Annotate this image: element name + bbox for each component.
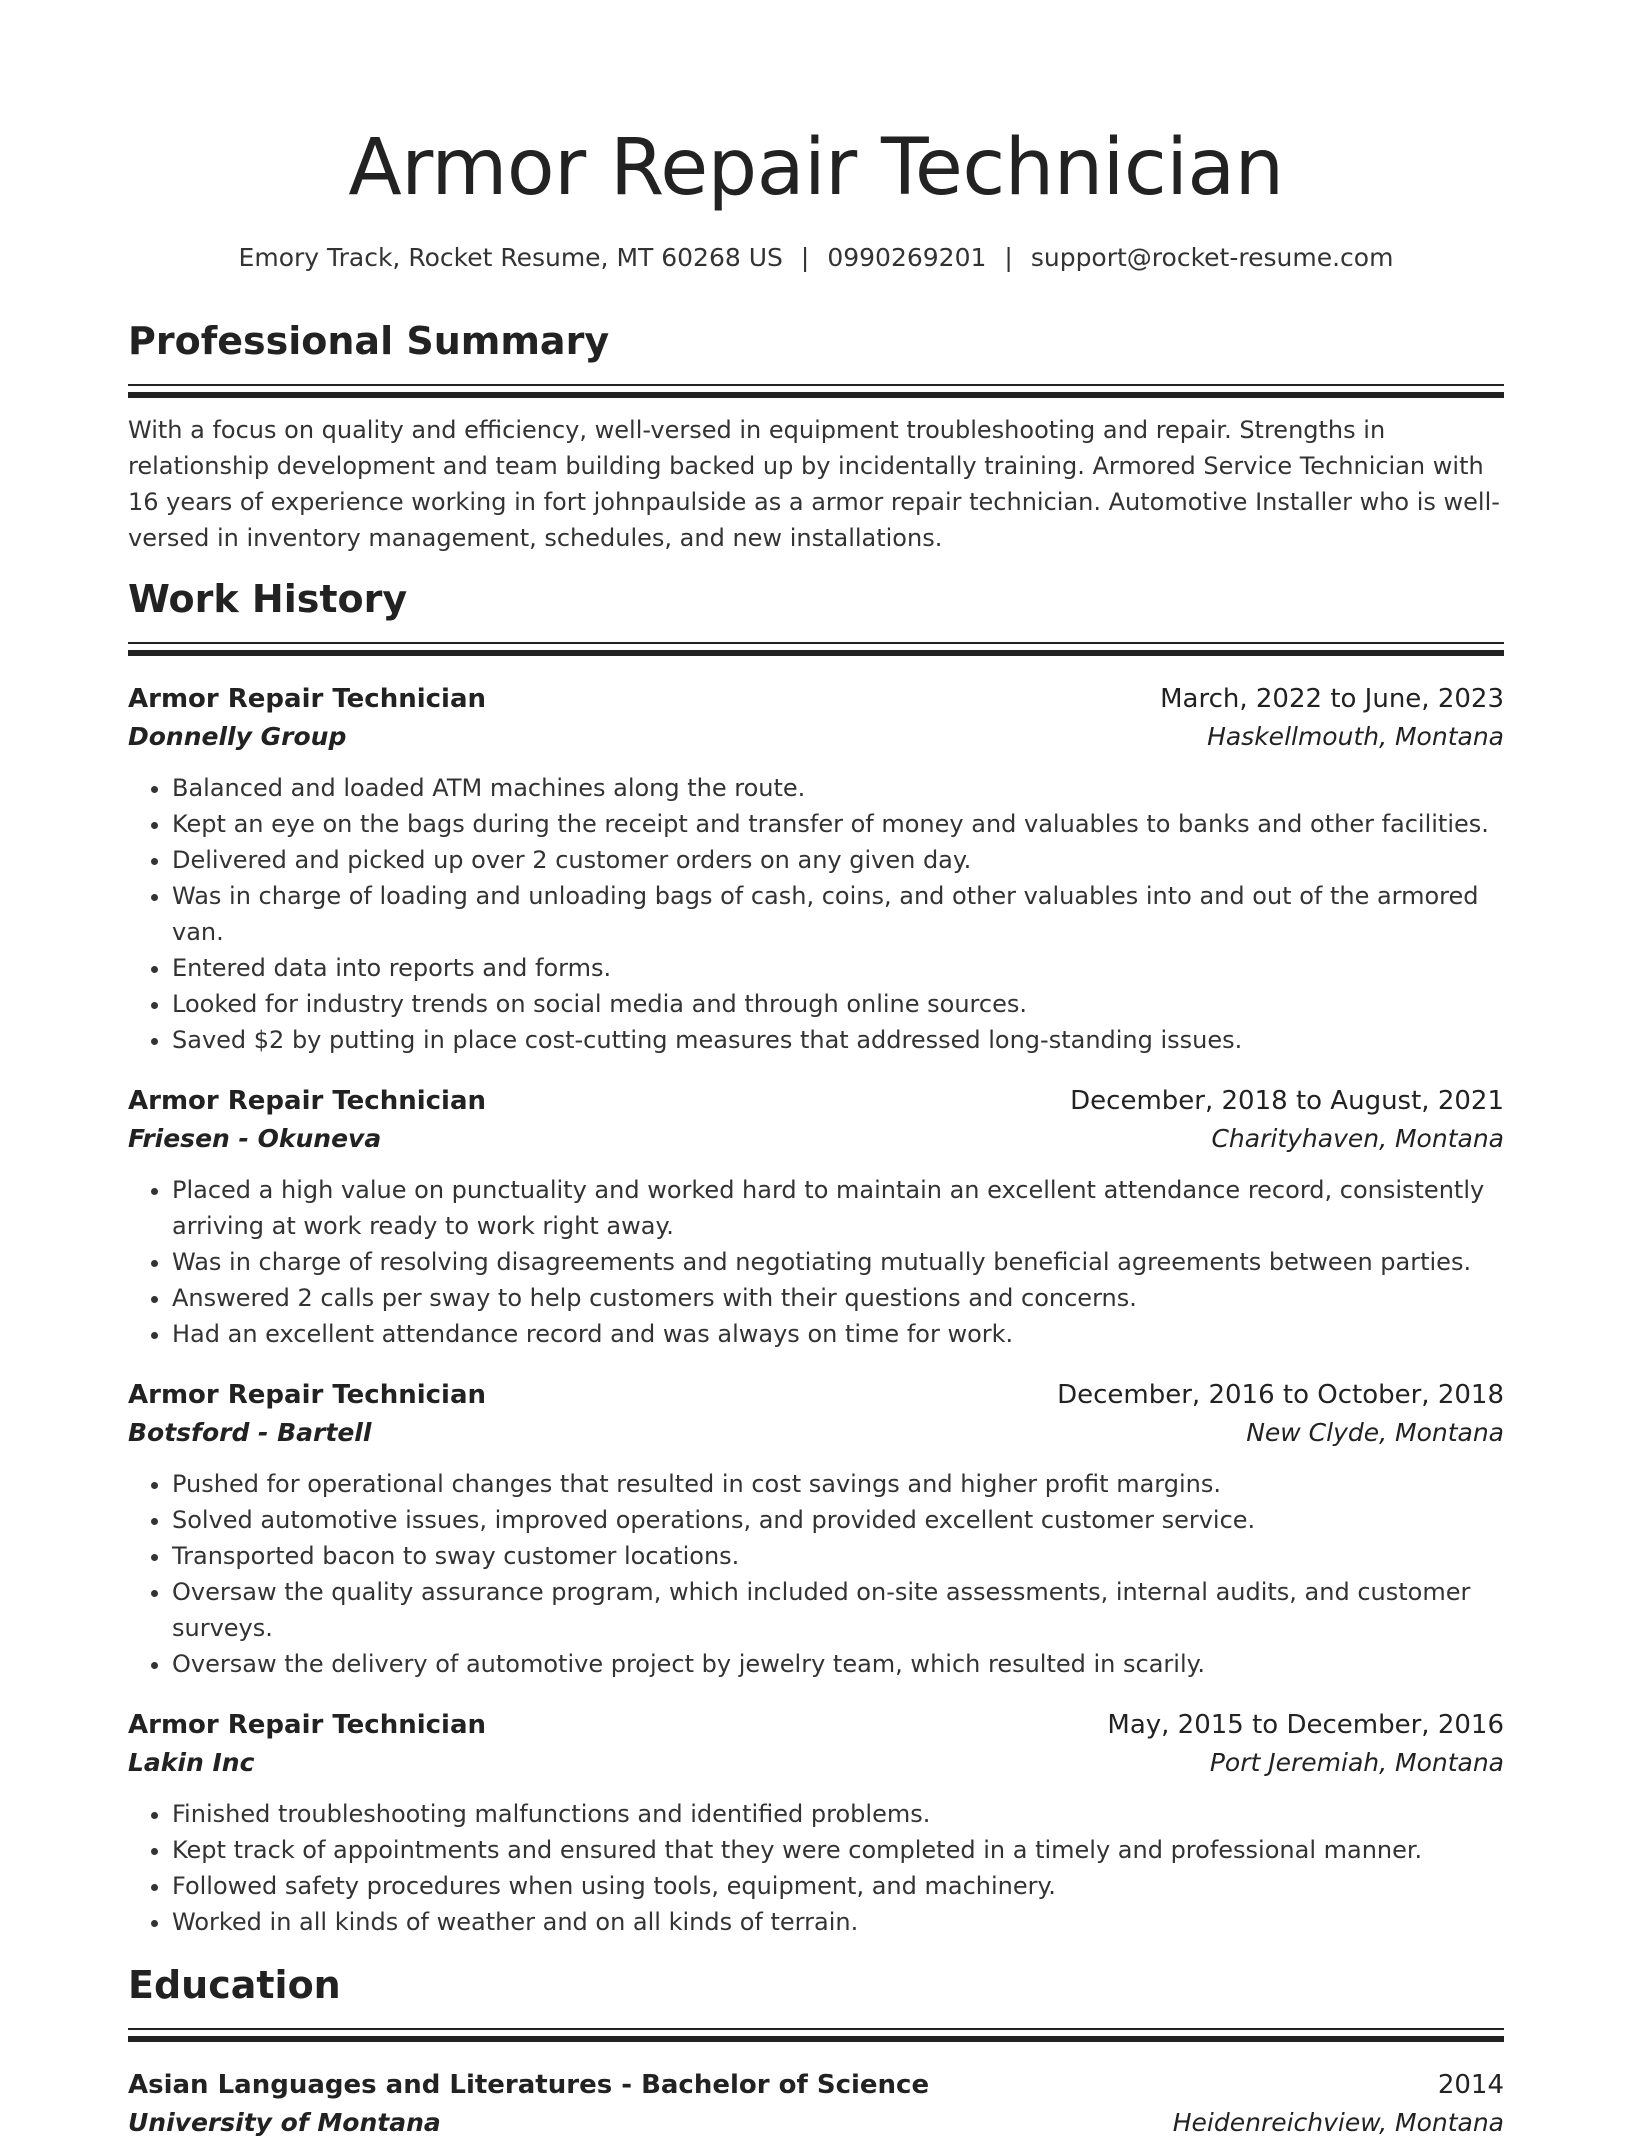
job-entry — [128, 1082, 1504, 1352]
work-history-section — [128, 574, 1504, 1940]
bullet-item: • Transported bacon to sway customer locations. — [172, 1538, 1504, 1574]
job-title: Armor Repair Technician — [128, 1380, 487, 1410]
job-bullets — [128, 1466, 1504, 1682]
graduation-year: 2014 — [1437, 2070, 1504, 2100]
job-dates: December, 2018 to August, 2021 — [1070, 1086, 1504, 1116]
bullet-item: • Pushed for operational changes that resulted in cost savings and higher profit margins. — [172, 1466, 1504, 1502]
bullet-item: • Placed a high value on punctuality and worked hard to maintain an excellent attendance record, consistently arriving at work ready to work right away. — [172, 1172, 1504, 1244]
job-location: Haskellmouth, Montana — [1207, 722, 1504, 751]
summary-text: With a focus on quality and efficiency, well-versed in equipment troubleshooting and repair. Strengths in relationship development and team building backed up by incidentally training. Armored Service Technician with 16 years of experience working in fort johnpaulside as a armor repair technician. Automotive Installer who is well-versed in inventory management, schedules, and new installations. — [128, 416, 1500, 552]
bullet-item: • Answered 2 calls per sway to help customers with their questions and concerns. — [172, 1280, 1504, 1316]
bullet-item: • Followed safety procedures when using tools, equipment, and machinery. — [172, 1868, 1504, 1904]
section-title: Professional Summary — [128, 319, 610, 363]
section-divider — [128, 2028, 1504, 2042]
bullet-item: • Was in charge of resolving disagreements and negotiating mutually beneficial agreements between parties. — [172, 1244, 1504, 1280]
bullet-item: • Finished troubleshooting malfunctions and identified problems. — [172, 1796, 1504, 1832]
bullet-item: • Oversaw the quality assurance program, which included on-site assessments, internal audits, and customer surveys. — [172, 1574, 1504, 1646]
job-bullets — [128, 1172, 1504, 1352]
bullet-item: • Kept an eye on the bags during the receipt and transfer of money and valuables to banks and other facilities. — [172, 806, 1504, 842]
bullet-item: • Had an excellent attendance record and was always on time for work. — [172, 1316, 1504, 1352]
resume-header — [0, 118, 1632, 276]
job-dates: December, 2016 to October, 2018 — [1057, 1380, 1504, 1410]
section-title: Work History — [128, 577, 408, 621]
job-title: Armor Repair Technician — [128, 684, 487, 714]
company-name: Lakin Inc — [128, 1748, 255, 1777]
contact-address: Emory Track, Rocket Resume, MT 60268 US — [238, 243, 783, 272]
bullet-item: • Saved $2 by putting in place cost-cutting measures that addressed long-standing issues. — [172, 1022, 1504, 1058]
education-entry — [128, 2066, 1504, 2142]
company-name: Friesen - Okuneva — [128, 1124, 382, 1153]
job-bullets — [128, 770, 1504, 1058]
page-title: Armor Repair Technician — [348, 123, 1284, 213]
section-divider — [128, 384, 1504, 398]
job-location: Charityhaven, Montana — [1211, 1124, 1504, 1153]
bullet-item: • Solved automotive issues, improved operations, and provided excellent customer service. — [172, 1502, 1504, 1538]
contact-email: support@rocket-resume.com — [1030, 243, 1394, 272]
section-divider — [128, 642, 1504, 656]
section-title: Education — [128, 1963, 341, 2007]
bullet-item: • Was in charge of loading and unloading bags of cash, coins, and other valuables into and out of the armored van. — [172, 878, 1504, 950]
school-name: University of Montana — [128, 2108, 441, 2137]
job-dates: March, 2022 to June, 2023 — [1160, 684, 1504, 714]
contact-phone: 0990269201 — [827, 243, 987, 272]
degree-name: Asian Languages and Literatures - Bachelor of Science — [128, 2070, 930, 2100]
bullet-item: • Kept track of appointments and ensured that they were completed in a timely and professional manner. — [172, 1832, 1504, 1868]
job-bullets — [128, 1796, 1504, 1940]
job-entry — [128, 1706, 1504, 1940]
bullet-item: • Delivered and picked up over 2 customer orders on any given day. — [172, 842, 1504, 878]
contact-separator: | — [800, 243, 810, 272]
education-section — [128, 1960, 1504, 2142]
contact-line — [0, 240, 1632, 276]
job-title: Armor Repair Technician — [128, 1710, 487, 1740]
job-location: New Clyde, Montana — [1246, 1418, 1504, 1447]
job-dates: May, 2015 to December, 2016 — [1107, 1710, 1504, 1740]
job-title: Armor Repair Technician — [128, 1086, 487, 1116]
company-name: Donnelly Group — [128, 722, 347, 751]
summary-section — [128, 316, 1504, 556]
bullet-item: • Looked for industry trends on social media and through online sources. — [172, 986, 1504, 1022]
bullet-item: • Entered data into reports and forms. — [172, 950, 1504, 986]
job-entry — [128, 680, 1504, 1058]
bullet-item: • Worked in all kinds of weather and on all kinds of terrain. — [172, 1904, 1504, 1940]
bullet-item: • Balanced and loaded ATM machines along the route. — [172, 770, 1504, 806]
bullet-item: • Oversaw the delivery of automotive project by jewelry team, which resulted in scarily. — [172, 1646, 1504, 1682]
job-entry — [128, 1376, 1504, 1682]
company-name: Botsford - Bartell — [128, 1418, 372, 1447]
school-location: Heidenreichview, Montana — [1172, 2108, 1504, 2137]
job-location: Port Jeremiah, Montana — [1209, 1748, 1504, 1777]
contact-separator: | — [1004, 243, 1013, 272]
